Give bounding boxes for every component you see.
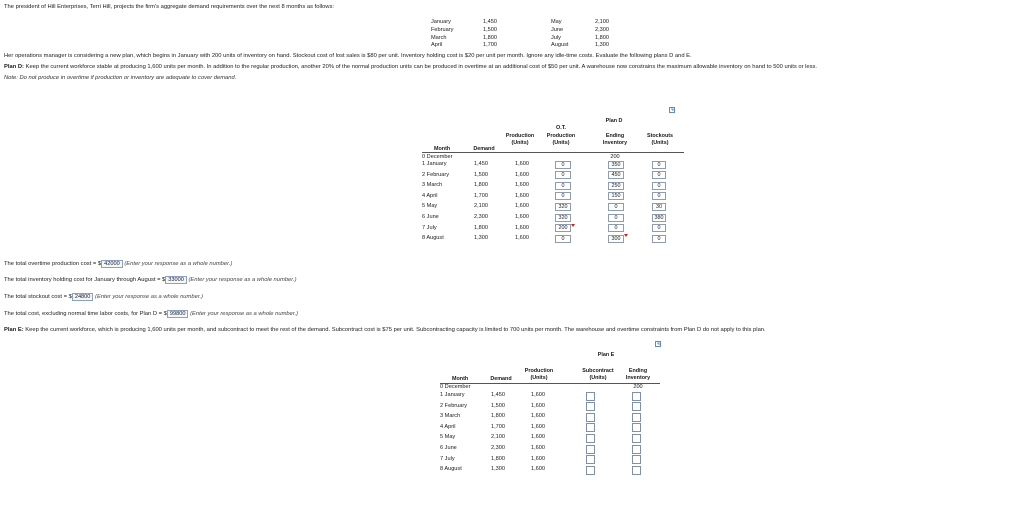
header-subcontract: Subcontract [582,368,614,374]
note-text: Note: Do not produce in overtime if production or inventory are adequate to cover demand. [4,75,237,81]
overtime-cost-input[interactable]: 42000 [101,260,123,268]
row-production: 1,600 [531,402,545,409]
row-demand: 1,800 [491,413,505,420]
demand-month: August [551,42,569,49]
ending-inventory-input[interactable] [632,423,641,432]
row-production: 1,600 [531,455,545,462]
row-production: 1,600 [531,445,545,451]
row-demand: 1,800 [474,182,488,189]
ending-inventory-input[interactable] [632,402,641,411]
header-demand: Demand [473,146,495,152]
stockouts-input[interactable]: 0 [652,224,666,232]
plan-d-description [4,64,817,71]
row-month: 8 August [440,466,462,473]
demand-value: 1,700 [483,42,497,49]
header-stockouts: Stockouts [646,133,674,139]
total-hint: (Enter your response as a whole number.) [190,311,299,317]
inventory-cost-input[interactable]: 33000 [165,276,187,284]
stockouts-input[interactable]: 0 [652,235,666,243]
total-cost-label: The total cost, excluding normal time labor costs, for Plan D = $ [4,311,167,317]
demand-value: 1,800 [483,34,497,41]
header-ot-production: Production [546,133,576,139]
row-production: 1,600 [531,434,545,441]
header-month: Month [452,376,469,382]
ending-inventory-input[interactable] [632,445,641,454]
subcontract-input[interactable] [586,423,595,432]
total-cost-line [4,310,298,318]
subcontract-input[interactable] [586,434,595,443]
demand-month: March [431,34,447,41]
row-production: 1,600 [515,161,529,167]
row-demand: 2,100 [491,434,505,441]
demand-value: 1,300 [595,42,609,49]
stockout-cost-input[interactable]: 24800 [72,293,94,301]
demand-month: January [431,19,451,25]
ending-inventory-input[interactable] [632,413,641,422]
ot-production-input[interactable]: 0 [555,192,571,200]
ot-production-input[interactable]: 0 [555,182,571,190]
row-production: 1,600 [515,192,529,199]
start-inventory: 200 [633,384,643,390]
ot-production-input[interactable]: 0 [555,171,571,179]
header-subcontract-units: (Units) [589,375,607,381]
row-demand: 1,500 [474,171,488,178]
row-month: 2 February [440,402,468,409]
row-production: 1,600 [515,203,529,210]
stockouts-input[interactable]: 0 [652,171,666,179]
stockout-cost-line [4,293,203,301]
row-production: 1,600 [531,413,545,420]
row-demand: 1,500 [491,402,505,409]
row-production: 1,600 [515,214,529,220]
ending-inventory-input[interactable]: 300 [608,235,624,243]
plan-e-description [4,327,766,334]
header-production: Production [524,368,554,374]
stockout-cost-label: The total stockout cost = $ [4,294,72,300]
header-month: Month [434,146,451,152]
header-ending-inventory: Inventory [625,375,651,381]
row-month: 6 June [440,445,457,451]
start-month: 0 December [440,384,471,390]
header-ending: Ending [628,368,648,374]
row-demand: 2,100 [474,203,488,210]
ot-production-input[interactable]: 0 [555,235,571,243]
header-stockouts-units: (Units) [651,140,669,146]
plan-e-text: Keep the current workforce, which is producing 1,600 units per month, and subcontract to meet the rest of the demand. Subcontract cost is $75 per unit. Subcontracting capacity is limited to 700 units per month. The warehouse and overtime constraints from Plan D do not apply to this plan. [23,327,766,333]
ending-inventory-input[interactable]: 0 [608,224,624,232]
header-demand: Demand [490,376,512,382]
row-demand: 1,300 [474,235,488,242]
demand-value: 2,300 [595,26,609,33]
ending-inventory-input[interactable]: 150 [608,192,624,200]
total-cost-input[interactable]: 99800 [167,310,189,318]
overtime-hint: (Enter your response as a whole number.) [124,261,233,267]
ending-inventory-input[interactable]: 0 [608,214,624,222]
plan-d-title: Plan D [605,118,623,124]
demand-value: 1,500 [483,26,497,33]
inventory-hint: (Enter your response as a whole number.) [188,277,297,283]
demand-month: February [431,26,454,33]
ending-inventory-input[interactable] [632,466,641,475]
row-demand: 1,800 [474,224,488,231]
demand-month: June [551,26,564,33]
ot-production-input[interactable]: 320 [555,203,571,211]
start-month: 0 December [422,154,453,160]
row-production: 1,600 [515,182,529,189]
row-demand: 1,450 [491,392,505,398]
stockout-hint: (Enter your response as a whole number.) [95,294,204,300]
demand-value: 1,450 [483,19,497,25]
header-divider [422,152,684,153]
subcontract-input[interactable] [586,413,595,422]
row-month: 4 April [422,192,438,199]
para-intro-plan: Her operations manager is considering a new plan, which begins in January with 200 units of inventory on hand. Stockout cost of lost sales is $80 per unit. Inventory holding cost is $20 per unit per month. Ignore any idle-time costs. Evaluate the following plans D and E. [4,53,692,59]
row-demand: 1,450 [474,161,488,167]
ending-inventory-input[interactable]: 250 [608,182,624,190]
demand-month: July [551,34,561,41]
row-demand: 2,300 [474,214,488,220]
plan-e-title: Plan E [597,352,615,358]
start-inventory: 200 [610,154,620,160]
edited-marker-icon [624,234,628,237]
plan-d-text: Keep the current workforce stable at producing 1,600 units per month. In addition to the regular production, another 20% of the normal production units can be produced in overtime at an additional cost of $50 per unit. A warehouse now constrains the maximum allowable inventory on hand to 500 units or less. [23,64,818,70]
row-production: 1,600 [531,466,545,473]
ending-inventory-input[interactable]: 450 [608,171,624,179]
row-production: 1,600 [515,171,529,178]
header-production: Production [505,133,535,139]
row-month: 7 July [440,455,455,462]
stockouts-input[interactable]: 0 [652,161,666,169]
subcontract-input[interactable] [586,392,595,401]
stockouts-input[interactable]: 0 [652,192,666,200]
row-month: 3 March [422,182,443,189]
ending-inventory-input[interactable]: 350 [608,161,624,169]
row-month: 5 May [440,434,456,441]
inventory-cost-label: The total inventory holding cost for January through August = $ [4,277,166,283]
overtime-cost-label: The total overtime production cost = $ [4,261,102,267]
header-ot-units: (Units) [552,140,570,146]
row-month: 1 January [422,161,447,167]
stockouts-input[interactable]: 380 [652,214,666,222]
row-month: 3 March [440,413,461,420]
subcontract-input[interactable] [586,445,595,454]
row-demand: 1,700 [491,423,505,430]
plan-e-label: Plan E: [4,327,24,333]
row-month: 7 July [422,224,437,231]
row-demand: 1,800 [491,455,505,462]
row-month: 2 February [422,171,450,178]
stockouts-input[interactable]: 30 [652,203,666,211]
ending-inventory-input[interactable]: 0 [608,203,624,211]
row-month: 4 April [440,423,456,430]
row-production: 1,600 [515,224,529,231]
overtime-cost-line [4,260,232,268]
demand-value: 2,100 [595,19,609,25]
row-production: 1,600 [531,423,545,430]
header-ot: O.T. [556,125,566,131]
ending-inventory-input[interactable] [632,392,641,401]
row-demand: 1,300 [491,466,505,473]
intro-text: The president of Hill Enterprises, Terri Hill, projects the firm's aggregate demand requirements over the next 8 months as follows: [4,4,334,10]
ot-production-input[interactable]: 200 [555,224,571,232]
row-demand: 2,300 [491,445,505,451]
edited-marker-icon [571,224,575,227]
stockouts-input[interactable]: 0 [652,182,666,190]
row-month: 5 May [422,203,438,210]
row-demand: 1,700 [474,192,488,199]
row-month: 6 June [422,214,439,220]
row-production: 1,600 [515,235,529,242]
expand-icon[interactable] [655,341,661,347]
ending-inventory-input[interactable] [632,434,641,443]
header-ending-inventory: Inventory [602,140,628,146]
subcontract-input[interactable] [586,455,595,464]
row-production: 1,600 [531,392,545,398]
header-production-units: (Units) [511,140,529,146]
ot-production-input[interactable]: 320 [555,214,571,222]
plan-d-label: Plan D: [4,64,24,70]
inventory-cost-line [4,276,297,284]
demand-month: April [431,42,443,49]
row-month: 1 January [440,392,465,398]
subcontract-input[interactable] [586,466,595,475]
expand-icon[interactable] [669,107,675,113]
ending-inventory-input[interactable] [632,455,641,464]
row-month: 8 August [422,235,444,242]
demand-value: 1,800 [595,34,609,41]
subcontract-input[interactable] [586,402,595,411]
ot-production-input[interactable]: 0 [555,161,571,169]
demand-month: May [551,19,562,25]
header-production-units: (Units) [530,375,548,381]
header-ending: Ending [605,133,625,139]
